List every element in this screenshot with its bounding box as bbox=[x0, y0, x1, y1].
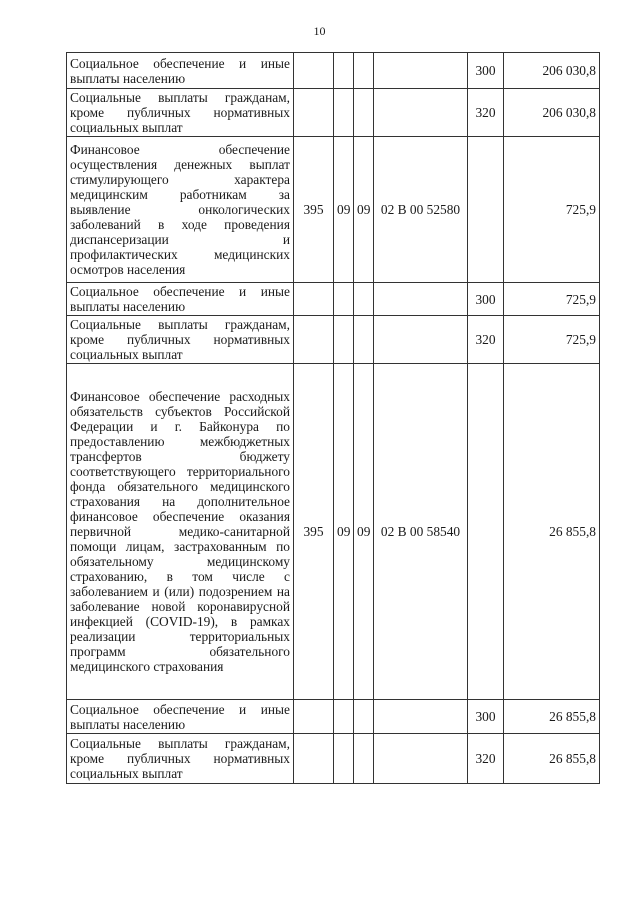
row-grbs bbox=[294, 53, 334, 89]
row-name: Социальное обеспечение и иные выплаты населению bbox=[67, 53, 294, 89]
row-name: Социальное обеспечение и иные выплаты населению bbox=[67, 700, 294, 734]
row-name: Финансовое обеспечение расходных обязательств субъектов Российской Федерации и г. Байконура по предоставлению межбюджетных трансфертов бюджету соответствующего территориального фонда обязательного медицинского страхования на дополнительное финансовое обеспечение оказания первичной медико-санитарной помощи лицам, застрахованным по обязательному медицинскому страхованию, в том числе с заболеванием и (или) подозрением на заболевание новой коронавирусной инфекцией (COVID-19), в рамках реализации территориальных программ обязательного медицинского страхования bbox=[67, 364, 294, 700]
table-row bbox=[67, 53, 600, 89]
row-sum: 206 030,8 bbox=[504, 89, 600, 137]
row-pr bbox=[354, 316, 374, 364]
row-name: Финансовое обеспечение осуществления денежных выплат стимулирующего характера медицинским работникам за выявление онкологических заболеваний в ходе проведения диспансеризации и профилактических медицинских осмотров населения bbox=[67, 137, 294, 283]
row-sum: 26 855,8 bbox=[504, 734, 600, 784]
row-rz bbox=[334, 316, 354, 364]
row-csr bbox=[374, 283, 468, 316]
table-row bbox=[67, 364, 600, 700]
row-sum: 725,9 bbox=[504, 283, 600, 316]
row-sum: 725,9 bbox=[504, 316, 600, 364]
row-grbs: 395 bbox=[294, 364, 334, 700]
row-rz bbox=[334, 89, 354, 137]
row-vr bbox=[468, 364, 504, 700]
row-sum: 725,9 bbox=[504, 137, 600, 283]
row-sum: 26 855,8 bbox=[504, 364, 600, 700]
row-vr bbox=[468, 137, 504, 283]
row-csr bbox=[374, 89, 468, 137]
row-name: Социальные выплаты гражданам, кроме публичных нормативных социальных выплат bbox=[67, 316, 294, 364]
row-vr: 320 bbox=[468, 734, 504, 784]
row-csr: 02 В 00 52580 bbox=[374, 137, 468, 283]
row-grbs bbox=[294, 734, 334, 784]
row-grbs: 395 bbox=[294, 137, 334, 283]
table-row bbox=[67, 89, 600, 137]
row-grbs bbox=[294, 89, 334, 137]
row-vr: 320 bbox=[468, 316, 504, 364]
row-grbs bbox=[294, 700, 334, 734]
row-grbs bbox=[294, 283, 334, 316]
row-rz: 09 bbox=[334, 137, 354, 283]
row-rz bbox=[334, 53, 354, 89]
row-grbs bbox=[294, 316, 334, 364]
row-csr bbox=[374, 316, 468, 364]
row-pr: 09 bbox=[354, 364, 374, 700]
table-row bbox=[67, 283, 600, 316]
budget-table bbox=[66, 52, 600, 784]
row-csr: 02 В 00 58540 bbox=[374, 364, 468, 700]
row-rz bbox=[334, 734, 354, 784]
row-name: Социальные выплаты гражданам, кроме публичных нормативных социальных выплат bbox=[67, 89, 294, 137]
row-pr bbox=[354, 283, 374, 316]
row-vr: 320 bbox=[468, 89, 504, 137]
row-name: Социальные выплаты гражданам, кроме публичных нормативных социальных выплат bbox=[67, 734, 294, 784]
row-rz: 09 bbox=[334, 364, 354, 700]
row-sum: 26 855,8 bbox=[504, 700, 600, 734]
table-row bbox=[67, 734, 600, 784]
table-row bbox=[67, 137, 600, 283]
row-pr bbox=[354, 53, 374, 89]
row-rz bbox=[334, 700, 354, 734]
row-csr bbox=[374, 53, 468, 89]
row-pr: 09 bbox=[354, 137, 374, 283]
row-pr bbox=[354, 700, 374, 734]
row-pr bbox=[354, 89, 374, 137]
row-sum: 206 030,8 bbox=[504, 53, 600, 89]
row-vr: 300 bbox=[468, 283, 504, 316]
table-row bbox=[67, 316, 600, 364]
row-csr bbox=[374, 700, 468, 734]
row-pr bbox=[354, 734, 374, 784]
row-csr bbox=[374, 734, 468, 784]
row-vr: 300 bbox=[468, 700, 504, 734]
row-rz bbox=[334, 283, 354, 316]
row-name: Социальное обеспечение и иные выплаты населению bbox=[67, 283, 294, 316]
row-vr: 300 bbox=[468, 53, 504, 89]
table-row bbox=[67, 700, 600, 734]
page-number: 10 bbox=[313, 24, 326, 38]
